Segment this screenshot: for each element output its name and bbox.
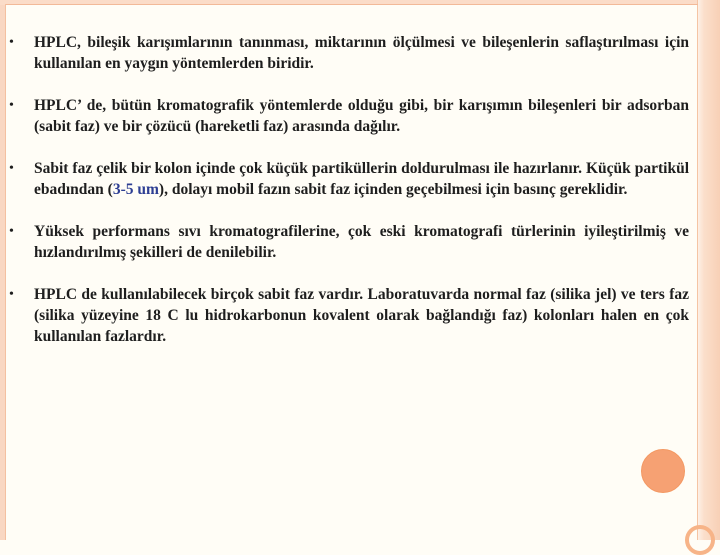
- decorative-orange-circle: [641, 449, 685, 493]
- bullet-text: HPLC, bileşik karışımlarının tanınması, miktarının ölçülmesi ve bileşenlerin saflaştırılması için kullanılan en yaygın yöntemlerden biridir.: [34, 34, 689, 72]
- panel-left-border: [5, 4, 6, 540]
- bullet-marker: •: [9, 161, 14, 176]
- bullet-text-after: ), dolayı mobil fazın sabit faz içinden geçebilmesi için basınç gereklidir.: [158, 181, 628, 198]
- bullet-item-performance: [8, 221, 689, 263]
- slide-frame-right: [698, 0, 720, 540]
- particle-size-highlight: 3-5 um: [112, 181, 159, 198]
- bullet-item-stationary-phases: [8, 284, 689, 347]
- bullet-item-hplc-definition: [8, 32, 689, 74]
- bullet-text: [34, 158, 689, 200]
- bullet-item-hplc-principle: [8, 95, 689, 137]
- bullet-text: HPLC de kullanılabilecek birçok sabit faz vardır. Laboratuvarda normal faz (silika jel) ve ters faz (silika yüzeyine 18 C lu hidrokarbonun kovalent olarak bağlandığı faz) kolonları halen en çok kullanılan fazlardır.: [34, 286, 689, 345]
- bullet-text: HPLC’ de, bütün kromatografik yöntemlerde olduğu gibi, bir karışımın bileşenleri bir adsorban (sabit faz) ve bir çözücü (hareketli faz) arasında dağılır.: [34, 97, 689, 135]
- bullet-marker: •: [9, 287, 14, 302]
- bullet-marker: •: [9, 224, 14, 239]
- bullet-marker: •: [9, 35, 14, 50]
- bullet-text: Yüksek performans sıvı kromatografilerine, çok eski kromatografi türlerinin iyileştirilmiş ve hızlandırılmış şekilleri de denilebilir.: [34, 223, 689, 261]
- bullet-text-before: Sabit faz çelik bir kolon içinde çok küçük partiküllerin doldurulması ile hazırlanır. Küçük partikül ebadından (: [34, 160, 689, 198]
- bullet-marker: •: [9, 98, 14, 113]
- slide-frame-right-line: [697, 0, 698, 540]
- slide-content: [8, 32, 689, 368]
- panel-top-border: [6, 4, 698, 5]
- bullet-item-stationary-phase: [8, 158, 689, 200]
- decorative-corner-ring: [685, 525, 715, 555]
